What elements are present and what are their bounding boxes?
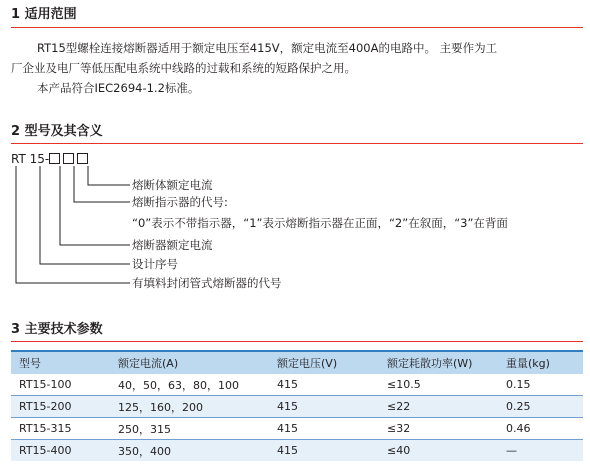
code-item-6: 有填料封闭管式熔断器的代号	[132, 276, 282, 290]
table-row	[11, 374, 583, 396]
section-2-title: 2 型号及其含义	[11, 124, 103, 139]
leader-line-5	[88, 166, 130, 185]
model-code-prefix: RT 15-	[11, 152, 50, 166]
cell-power-dissipation: ≤32	[379, 418, 498, 440]
code-item-1: 熔断体额定电流	[132, 178, 213, 192]
cell-rated-voltage: 415	[269, 396, 379, 418]
table-row	[11, 396, 583, 418]
header-rated-voltage: 额定电压(V)	[269, 351, 379, 374]
cell-rated-voltage: 415	[269, 374, 379, 396]
section-1-line-1: RT15型螺栓连接熔断器适用于额定电压至415V，额定电流至400A的电路中。 主要作为工	[37, 41, 498, 55]
header-model: 型号	[11, 351, 110, 374]
leader-line-2	[40, 166, 130, 264]
cell-power-dissipation: ≤10.5	[379, 374, 498, 396]
header-weight: 重量(kg)	[498, 351, 583, 374]
section-3-divider	[11, 341, 583, 342]
cell-weight: —	[498, 440, 583, 462]
section-1-line-2: 厂企业及电厂等低压配电系统中线路的过载和系统的短路保护之用。	[11, 61, 356, 75]
cell-model: RT15-315	[11, 418, 110, 440]
cell-model: RT15-400	[11, 440, 110, 462]
cell-power-dissipation: ≤40	[379, 440, 498, 462]
table-row	[11, 418, 583, 440]
cell-rated-current: 350，400	[110, 440, 269, 462]
code-item-3: “0”表示不带指示器，“1”表示熔断指示器在正面，“2”在叙面，“3”在背面	[132, 216, 508, 230]
leader-line-1	[16, 166, 130, 283]
cell-weight: 0.25	[498, 396, 583, 418]
cell-weight: 0.46	[498, 418, 583, 440]
header-rated-current: 额定电流(A)	[110, 351, 269, 374]
section-1-title: 1 适用范围	[11, 7, 77, 22]
cell-rated-current: 125，160，200	[110, 396, 269, 418]
leader-line-4	[74, 166, 130, 202]
cell-rated-voltage: 415	[269, 418, 379, 440]
cell-model: RT15-100	[11, 374, 110, 396]
leader-line-3	[60, 166, 130, 245]
parameters-table	[11, 350, 583, 461]
table-row	[11, 440, 583, 462]
code-item-5: 设计序号	[132, 257, 178, 271]
section-3-header	[11, 322, 583, 338]
cell-model: RT15-200	[11, 396, 110, 418]
cell-rated-voltage: 415	[269, 440, 379, 462]
cell-rated-current: 40，50，63，80，100	[110, 374, 269, 396]
code-item-4: 熔断器额定电流	[132, 238, 213, 252]
cell-weight: 0.15	[498, 374, 583, 396]
section-1-line-3: 本产品符合IEC2694-1.2标准。	[37, 81, 200, 95]
cell-power-dissipation: ≤22	[379, 396, 498, 418]
header-power-dissipation: 额定耗散功率(W)	[379, 351, 498, 374]
cell-rated-current: 250，315	[110, 418, 269, 440]
code-item-2: 熔断指示器的代号:	[132, 195, 228, 209]
table-header-row	[11, 351, 583, 374]
section-3-title: 3 主要技术参数	[11, 322, 103, 337]
